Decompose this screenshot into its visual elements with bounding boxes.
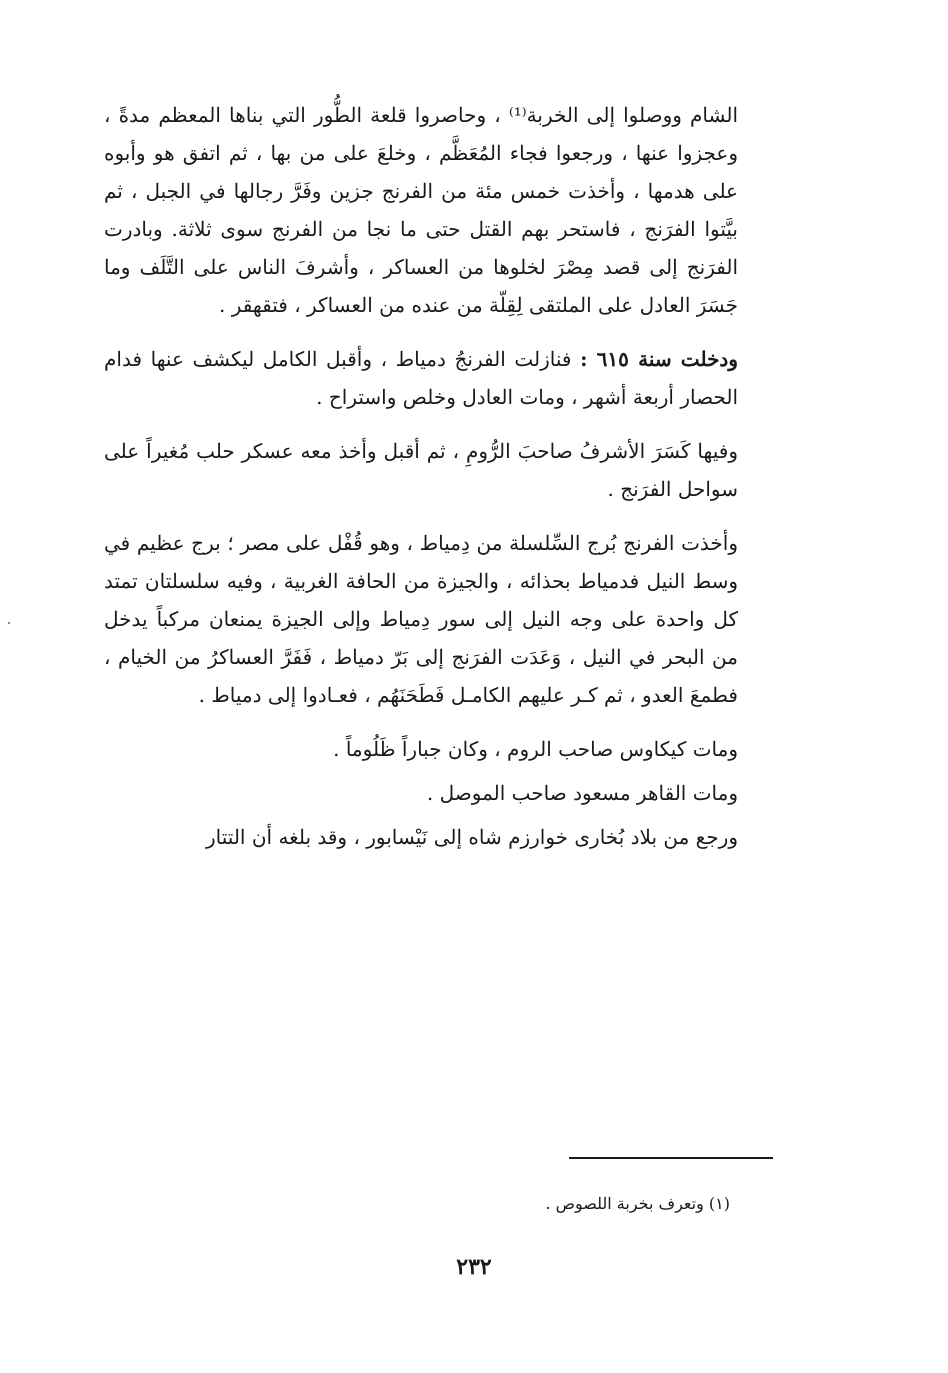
paragraph-7: ورجع من بلاد بُخارى خوارزم شاه إلى نَيْسابور ، وقد بلغه أن التتار [206,825,738,849]
footnote: (١) وتعرف بخربة اللصوص . [545,1194,730,1213]
paragraph-5: ومات كيكاوس صاحب الروم ، وكان جباراً ظَلُوماً . [333,737,738,761]
footnote-divider [569,1157,773,1159]
page-number: ٢٣٢ [456,1254,492,1280]
paragraph-2-text: فنازلت الفرنجُ دمياط ، وأقبل الكامل ليكشف عنها فدام الحصار أربعة أشهر ، ومات العادل وخلص واستراح . [104,347,738,409]
paragraph-3: وفيها كَسَرَ الأشرفُ صاحبَ الرُّومِ ، ثم أقبل وأخذ معه عسكر حلب مُغيراً على سواحل الفرَنج . [104,439,738,501]
paragraph-2 [104,340,738,416]
paragraph-6: ومات القاهر مسعود صاحب الموصل . [426,781,738,805]
paragraph-4: وأخذت الفرنج بُرج السِّلسلة من دِمياط ، وهو قُفْل على مصر ؛ برج عظيم في وسط النيل فدمياط بحذائه ، والجيزة من الحافة الغربية ، وفيه سلسلتان تمتد كل واحدة على وجه النيل إلى سور دِمياط وإلى الجيزة يمنعان مركباً يدخل من البحر في النيل ، وَعَدَت الفرَنج إلى بَرّ دمياط ، فَفَرَّ العساكرُ من الخيام ، فطمعَ العدو ، ثم كـر عليهم الكامـل فَطَحَنَهُم ، فعـادوا إلى دمياط . [104,531,738,707]
paragraph-1: الشام ووصلوا إلى الخربة⁽¹⁾ ، وحاصروا قلعة الطُّور التي بناها المعظم مدةً ، وعجزوا عنها ، ورجعوا فجاء المُعَظَّم ، وخلعَ على من بها ، ثم اتفق هو وأبوه على هدمها ، وأخذت خمس مئة من الفرنج جزين وفَرَّ رجالها في الجبل ، ثم بيَّتوا الفرَنج ، فاستحر بهم القتل حتى ما نجا من الفرنج سوى ثلاثة. وبادرت الفرَنج إلى قصد مِصْرَ لخلوها من العساكر ، وأشرفَ الناس على التَّلَف وما جَسَرَ العادل على الملتقى لِقِلّة من عنده من العساكر ، فتقهقر . [104,103,738,317]
scan-speck [8,622,10,624]
year-heading: ودخلت سنة ٦١٥ : [580,347,738,371]
main-text [104,96,738,872]
